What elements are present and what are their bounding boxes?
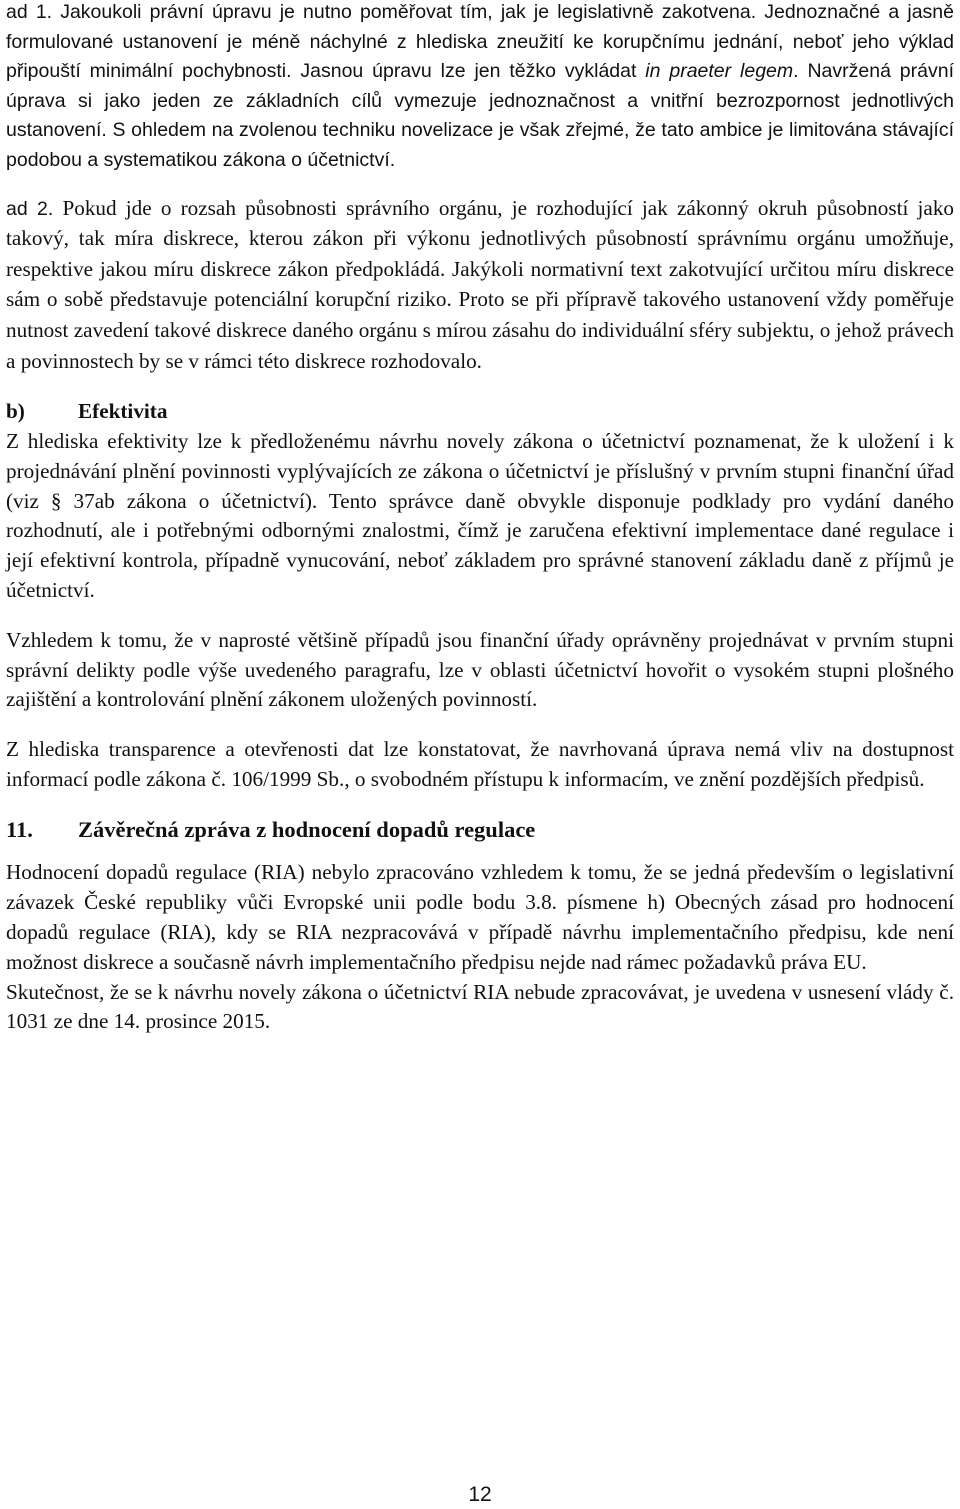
section-11-heading [6, 815, 954, 845]
ad2-text-sans: Pokud jde o rozsah působnosti správního orgánu, je rozhodující jak zákonný okruh působností jako takový, tak míra diskrece, kterou zákon při výkonu jednotlivých působností správnímu orgánu umožňuje, respektive jakou míru diskrece zákon předpokládá. [6, 195, 955, 281]
section-11-number: 11. [6, 816, 33, 842]
section-b-title: Efektivita [78, 399, 168, 424]
section-11-paragraph-2: Skutečnost, že se k návrhu novely zákona o účetnictví RIA nebude zpracovávat, je uvedena v usnesení vlády č. 1031 ze dne 14. prosince 2015. [6, 979, 954, 1034]
section-b-paragraph-1: Z hlediska efektivity lze k předloženému návrhu novely zákona o účetnictví poznamenat, že k uložení i k projednávání plnění povinnosti vyplývajících ze zákona o účetnictví je příslušný v prvním stupni finanční úřad (viz § 37ab zákona o účetnictví). Tento správce daně obvykle disponuje podklady pro vydání daného rozhodnutí, ale i potřebnými odbornými znalostmi, čímž je zaručena efektivní implementace dané regulace i její efektivní kontrola, případně vynucování, neboť základem pro správné stanovení základu daně z příjmů je účetnictví. [6, 428, 954, 602]
paragraph-ad2 [6, 194, 954, 378]
section-b-heading [6, 397, 954, 427]
section-b-paragraph-3: Z hlediska transparence a otevřenosti dat lze konstatovat, že navrhovaná úprava nemá vliv na dostupnost informací podle zákona č. 106/1999 Sb., o svobodném přístupu k informacím, ve znění pozdějších předpisů. [6, 737, 954, 791]
section-b-paragraph-2: Vzhledem k tomu, že v naprosté většině případů jsou finanční úřady oprávněny projednávat v prvním stupni správní delikty podle výše uvedeného paragrafu, lze v oblasti účetnictví hovořit o vysokém stupni plošného zajištění a kontrolování plnění zákonem uložených povinností. [6, 627, 954, 712]
page-number: 12 [468, 1483, 492, 1506]
ad2-label: ad 2. [6, 197, 54, 220]
ad2-text-serif: Jakýkoli normativní text zakotvující určitou míru diskrece sám o sobě představuje potenciální korupční riziko. Proto se při přípravě takového ustanovení vždy poměřuje nutnost zavedení takové diskrece daného orgánu s mírou zásahu do individuální sféry subjektu, o jehož právech a povinnostech by se v rámci této diskrece rozhodovalo. [6, 256, 954, 373]
section-b-number: b) [6, 399, 25, 424]
ad1-italic-term: in praeter legem [645, 60, 794, 83]
section-11-paragraph-1: Hodnocení dopadů regulace (RIA) nebylo zpracováno vzhledem k tomu, že se jedná především o legislativní závazek České republiky vůči Evropské unii podle bodu 3.8. písmene h) Obecných zásad pro hodnocení dopadů regulace (RIA), kdy se RIA nezpracovává v případě návrhu implementačního předpisu, kde není možnost diskrece a současně návrh implementačního předpisu nejde nad rámec požadavků práva EU. [6, 860, 954, 974]
paragraph-ad1 [6, 0, 954, 176]
section-11-title: Závěrečná zpráva z hodnocení dopadů regulace [78, 816, 536, 842]
ad1-text-part2: . Navržená právní úprava si jako jeden ze základních cílů vymezuje jednoznačnost a vnitřní bezrozpornost jednotlivých ustanovení. S ohledem na zvolenou techniku novelizace je však zřejmé, že tato ambice je limitována stávající podobou a systematikou zákona o účetnictví. [6, 60, 954, 171]
document-page [6, 0, 954, 1037]
ad1-text-part1: ad 1. Jakoukoli právní úpravu je nutno poměřovat tím, jak je legislativně zakotvena. Jednoznačné a jasně formulované ustanovení je méně náchylné z hlediska zneužití ke korupčnímu jednání, neboť jeho výklad připouští minimální pochybnosti. Jasnou úpravu lze jen těžko vykládat [6, 1, 954, 83]
